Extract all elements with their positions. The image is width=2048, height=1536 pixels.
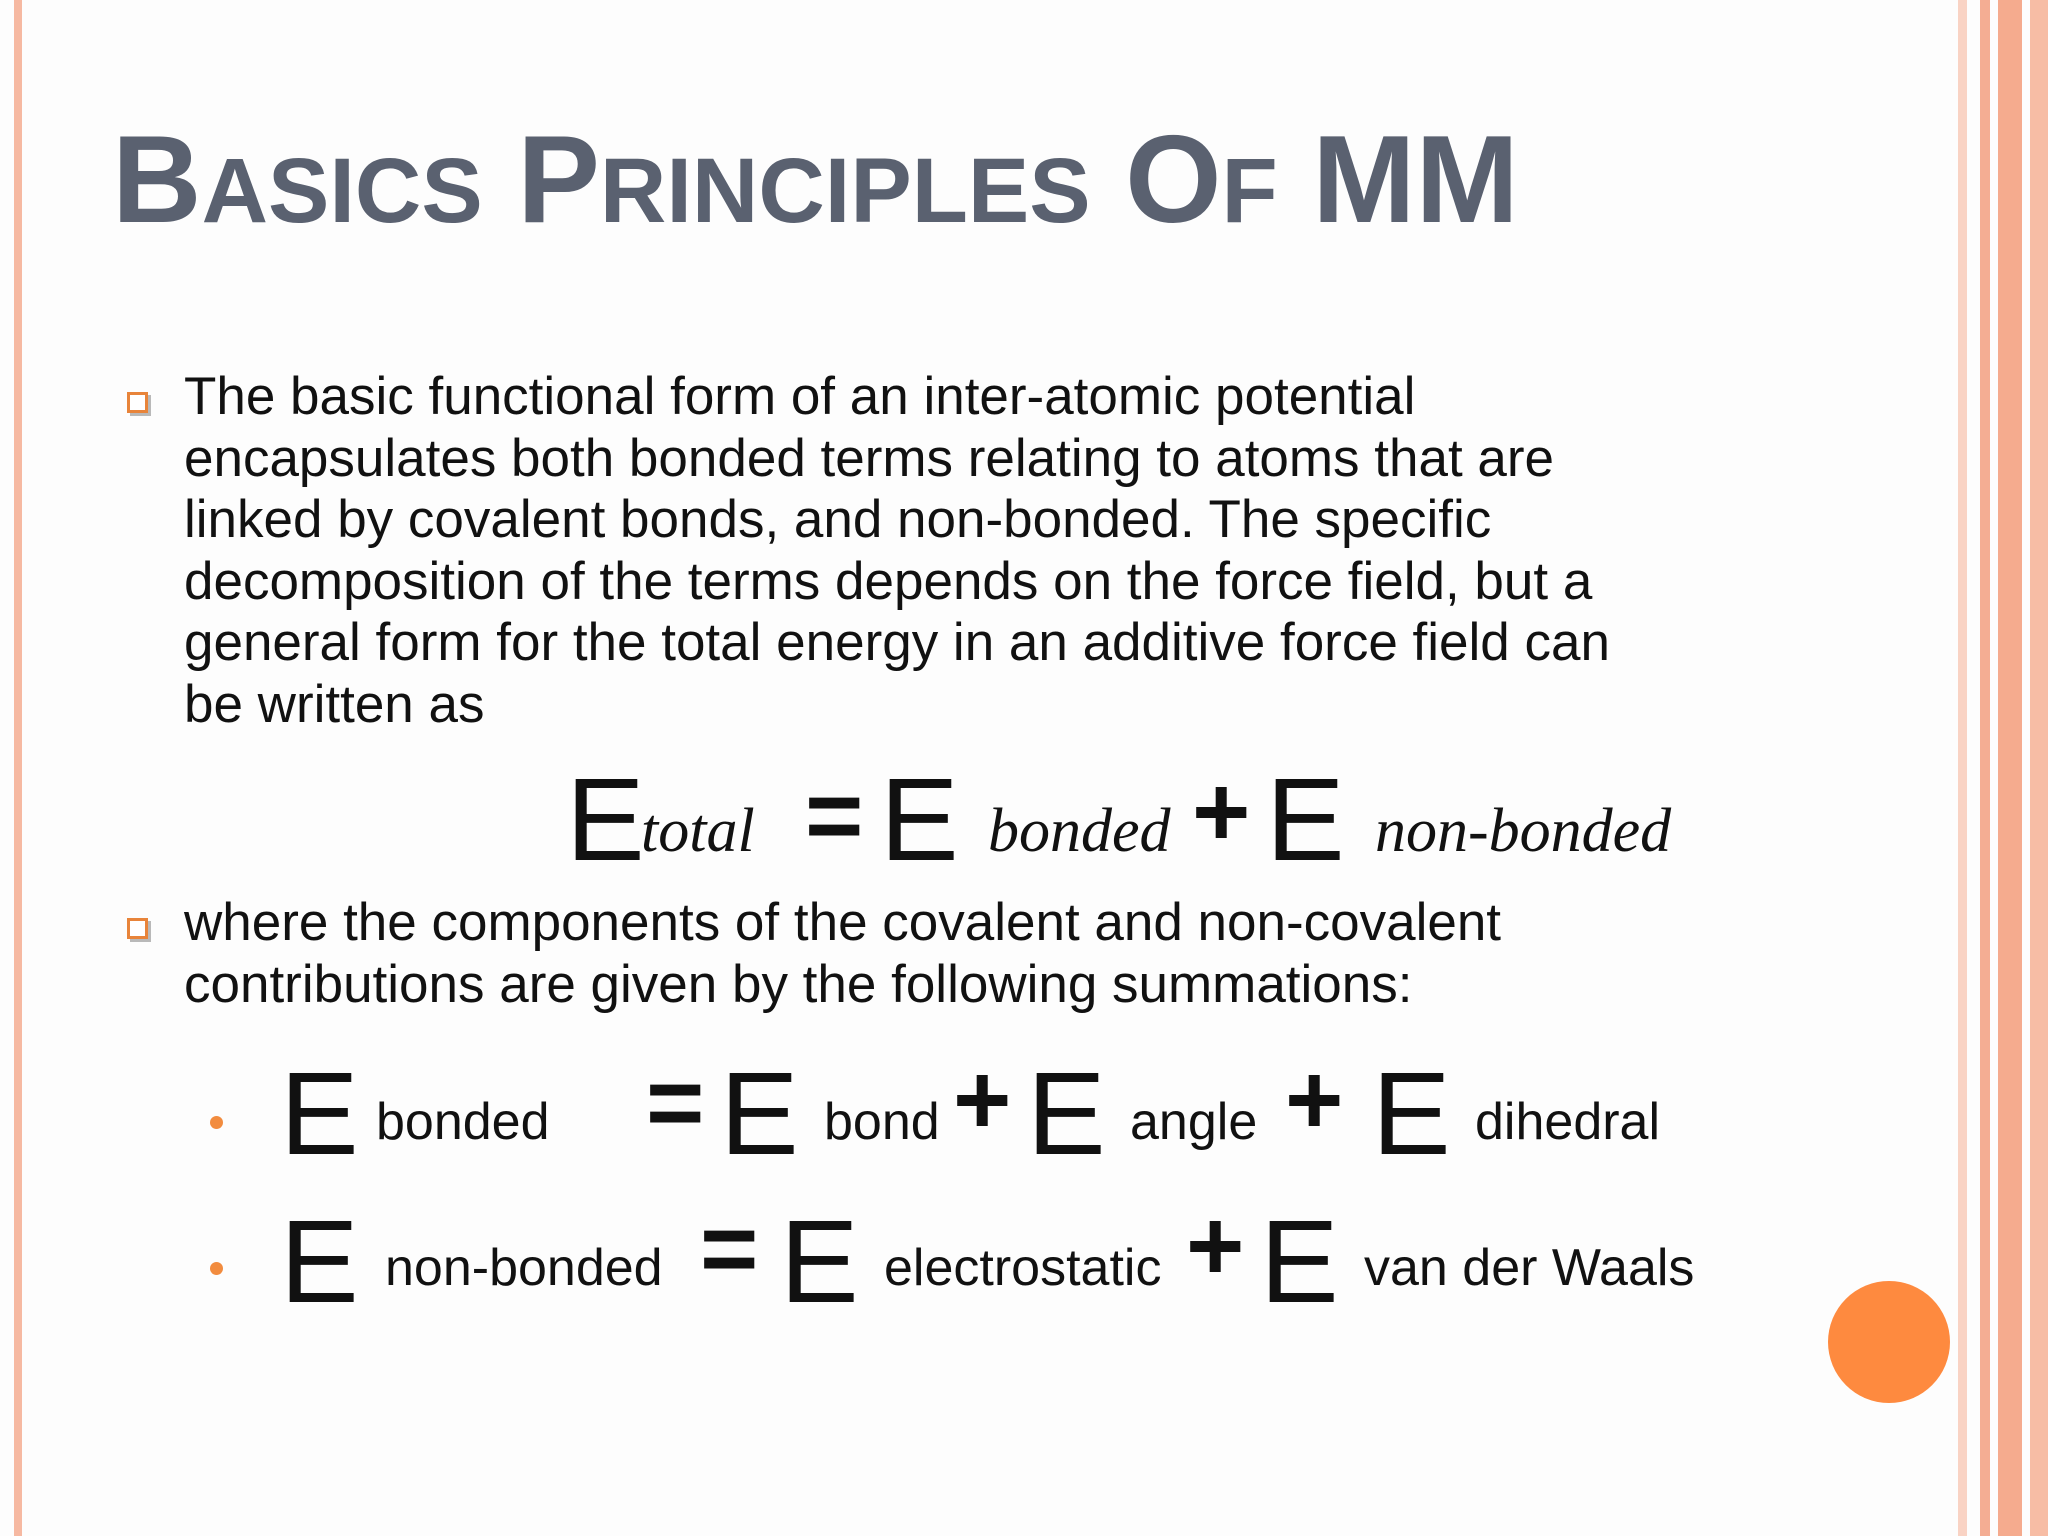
plus-sign: + [1285, 1044, 1344, 1156]
energy-symbol: E [780, 1196, 859, 1328]
bullet-paragraph-components [184, 892, 1501, 1015]
subscript-dihedral: dihedral [1475, 1093, 1661, 1151]
plus-sign: + [953, 1044, 1012, 1156]
decorative-orange-circle [1828, 1281, 1950, 1403]
text-line: linked by covalent bonds, and non-bonded. The specific [184, 490, 1492, 549]
subscript-electrostatic: electrostatic [884, 1239, 1162, 1297]
text-line: contributions are given by the following summations: [184, 954, 1413, 1014]
checkbox-bullet-icon [127, 392, 148, 413]
energy-symbol: E [566, 754, 645, 886]
left-border-stripe [14, 0, 22, 1536]
bullet-dot-icon [210, 1262, 223, 1275]
subscript-angle: angle [1130, 1093, 1258, 1151]
subscript-van-der-waals: van der Waals [1364, 1239, 1695, 1297]
text-line: The basic functional form of an inter-atomic potential [184, 367, 1416, 426]
text-line: decomposition of the terms depends on the force field, but a [184, 551, 1593, 611]
energy-symbol: E [280, 1196, 359, 1328]
subscript-non-bonded: non-bonded [1375, 797, 1672, 865]
subscript-bonded: bonded [988, 797, 1171, 865]
right-border-stripe-light [1958, 0, 1967, 1536]
plus-sign: + [1186, 1190, 1245, 1302]
bullet-paragraph-intro [184, 366, 1610, 735]
right-border-stripe-3 [2030, 0, 2048, 1536]
equals-sign: = [805, 760, 864, 872]
text-line: be written as [184, 674, 485, 734]
energy-symbol: E [1266, 754, 1345, 886]
checkbox-bullet-icon [127, 918, 148, 939]
energy-symbol: E [720, 1048, 799, 1180]
text-line: encapsulates both bonded terms relating to atoms that are [184, 428, 1555, 488]
slide-title: BASICS PRINCIPLES OF MM [112, 111, 1519, 249]
bullet-dot-icon [210, 1116, 223, 1129]
equals-sign: = [700, 1193, 759, 1305]
text-line: general form for the total energy in an additive force field can [184, 613, 1610, 672]
energy-symbol: E [1260, 1196, 1339, 1328]
energy-symbol: E [880, 754, 959, 886]
right-border-stripe-1 [1980, 0, 1990, 1536]
subscript-total: total [641, 797, 755, 865]
subscript-bond: bond [824, 1093, 940, 1151]
energy-symbol: E [280, 1048, 359, 1180]
energy-symbol: E [1027, 1048, 1106, 1180]
subscript-bonded: bonded [376, 1093, 550, 1151]
equals-sign: = [646, 1047, 705, 1159]
right-border-stripe-2 [1998, 0, 2022, 1536]
plus-sign: + [1192, 756, 1251, 868]
text-line: where the components of the covalent and non-covalent [184, 893, 1502, 952]
energy-symbol: E [1372, 1048, 1451, 1180]
subscript-non-bonded: non-bonded [385, 1239, 663, 1297]
